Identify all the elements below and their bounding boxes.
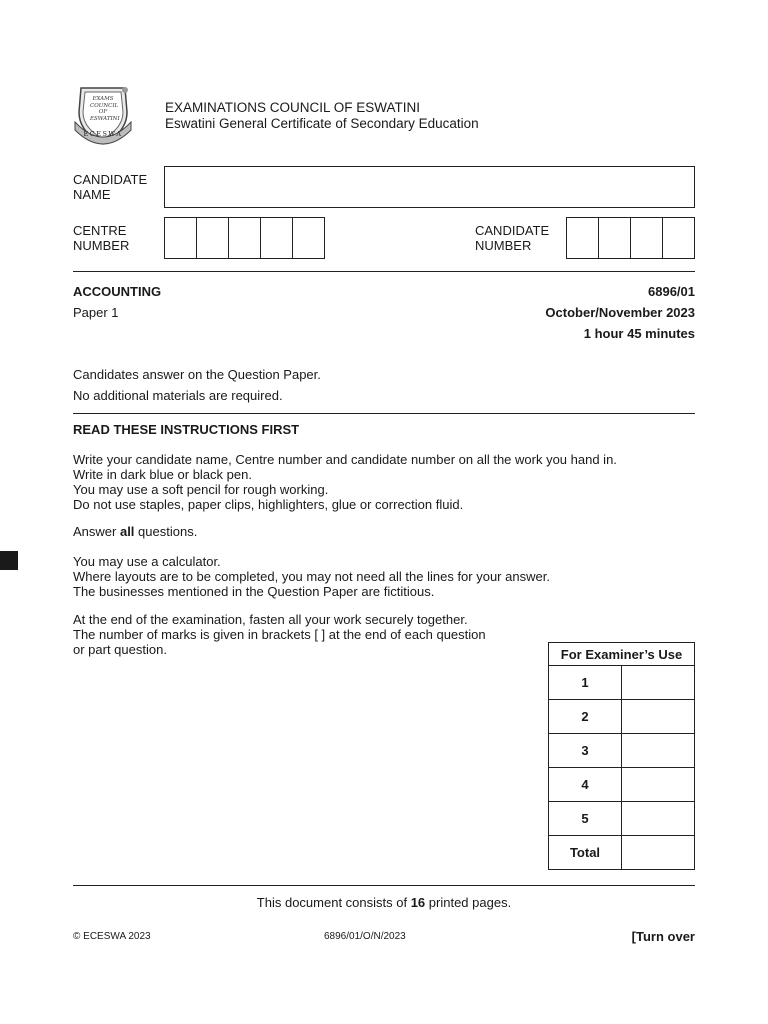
question-mark-cell	[622, 666, 695, 700]
subject-name: ACCOUNTING	[73, 284, 162, 299]
centre-number-boxes	[164, 217, 325, 259]
examiner-use-table	[548, 642, 695, 870]
page-edge-tab	[0, 551, 18, 570]
instruction-line: or part question.	[73, 642, 167, 657]
divider	[73, 271, 695, 272]
centre-number-digit[interactable]	[229, 218, 261, 258]
candidate-number-digit[interactable]	[599, 218, 631, 258]
crest-text: EXAMS COUNCIL OF ESWATINI	[90, 96, 120, 122]
copyright: © ECESWA 2023	[73, 931, 151, 942]
materials-line-1: Candidates answer on the Question Paper.	[73, 367, 321, 382]
question-number: 5	[549, 802, 622, 836]
materials-line-2: No additional materials are required.	[73, 388, 283, 403]
instruction-line: Where layouts are to be completed, you may not need all the lines for your answer.	[73, 569, 550, 584]
question-number: 4	[549, 768, 622, 802]
centre-number-digit[interactable]	[261, 218, 293, 258]
question-mark-cell	[622, 734, 695, 768]
candidate-name-label: CANDIDATE NAME	[73, 172, 148, 202]
question-mark-cell	[622, 700, 695, 734]
page-count-note: This document consists of 16 printed pages.	[256, 895, 512, 910]
crest-ribbon: ECESWA	[83, 130, 123, 138]
candidate-name-field[interactable]	[164, 166, 695, 208]
candidate-number-boxes	[566, 217, 695, 259]
paper-number: Paper 1	[73, 305, 119, 320]
centre-number-label: CENTRE NUMBER	[73, 223, 130, 253]
centre-number-digit[interactable]	[293, 218, 325, 258]
turn-over: [Turn over	[631, 929, 695, 944]
divider	[73, 413, 695, 414]
instructions-block-4	[73, 612, 486, 657]
centre-number-digit[interactable]	[197, 218, 229, 258]
candidate-number-digit[interactable]	[631, 218, 663, 258]
exam-duration: 1 hour 45 minutes	[583, 326, 695, 341]
divider	[73, 885, 695, 886]
instructions-heading: READ THESE INSTRUCTIONS FIRST	[73, 422, 300, 437]
instruction-line: The businesses mentioned in the Question Paper are fictitious.	[73, 584, 435, 599]
question-mark-cell	[622, 768, 695, 802]
certificate-name: Eswatini General Certificate of Secondary Education	[165, 116, 479, 131]
candidate-number-digit[interactable]	[663, 218, 695, 258]
instructions-block-3	[73, 554, 550, 599]
instruction-line: Do not use staples, paper clips, highlighters, glue or correction fluid.	[73, 497, 464, 512]
total-label: Total	[549, 836, 622, 870]
candidate-number-digit[interactable]	[567, 218, 599, 258]
exam-session: October/November 2023	[545, 305, 695, 320]
instruction-line: You may use a calculator.	[73, 554, 221, 569]
instruction-line: You may use a soft pencil for rough working.	[73, 482, 329, 497]
paper-reference: 6896/01/O/N/2023	[324, 931, 406, 942]
instruction-line: At the end of the examination, fasten all your work securely together.	[73, 612, 468, 627]
question-number: 2	[549, 700, 622, 734]
instruction-line: Write in dark blue or black pen.	[73, 467, 252, 482]
examiner-table-heading: For Examiner’s Use	[549, 643, 695, 666]
question-number: 3	[549, 734, 622, 768]
council-crest-logo	[72, 82, 134, 150]
council-name: EXAMINATIONS COUNCIL OF ESWATINI	[165, 100, 421, 115]
question-mark-cell	[622, 802, 695, 836]
paper-code: 6896/01	[648, 284, 695, 299]
centre-number-digit[interactable]	[165, 218, 197, 258]
question-number: 1	[549, 666, 622, 700]
total-mark-cell	[622, 836, 695, 870]
instruction-line: The number of marks is given in brackets [ ] at the end of each question	[73, 627, 486, 642]
instructions-block-1	[73, 452, 617, 512]
answer-all-instruction: Answer all questions.	[73, 524, 198, 539]
candidate-number-label: CANDIDATE NUMBER	[475, 223, 550, 253]
instruction-line: Write your candidate name, Centre number and candidate number on all the work you hand in.	[73, 452, 617, 467]
